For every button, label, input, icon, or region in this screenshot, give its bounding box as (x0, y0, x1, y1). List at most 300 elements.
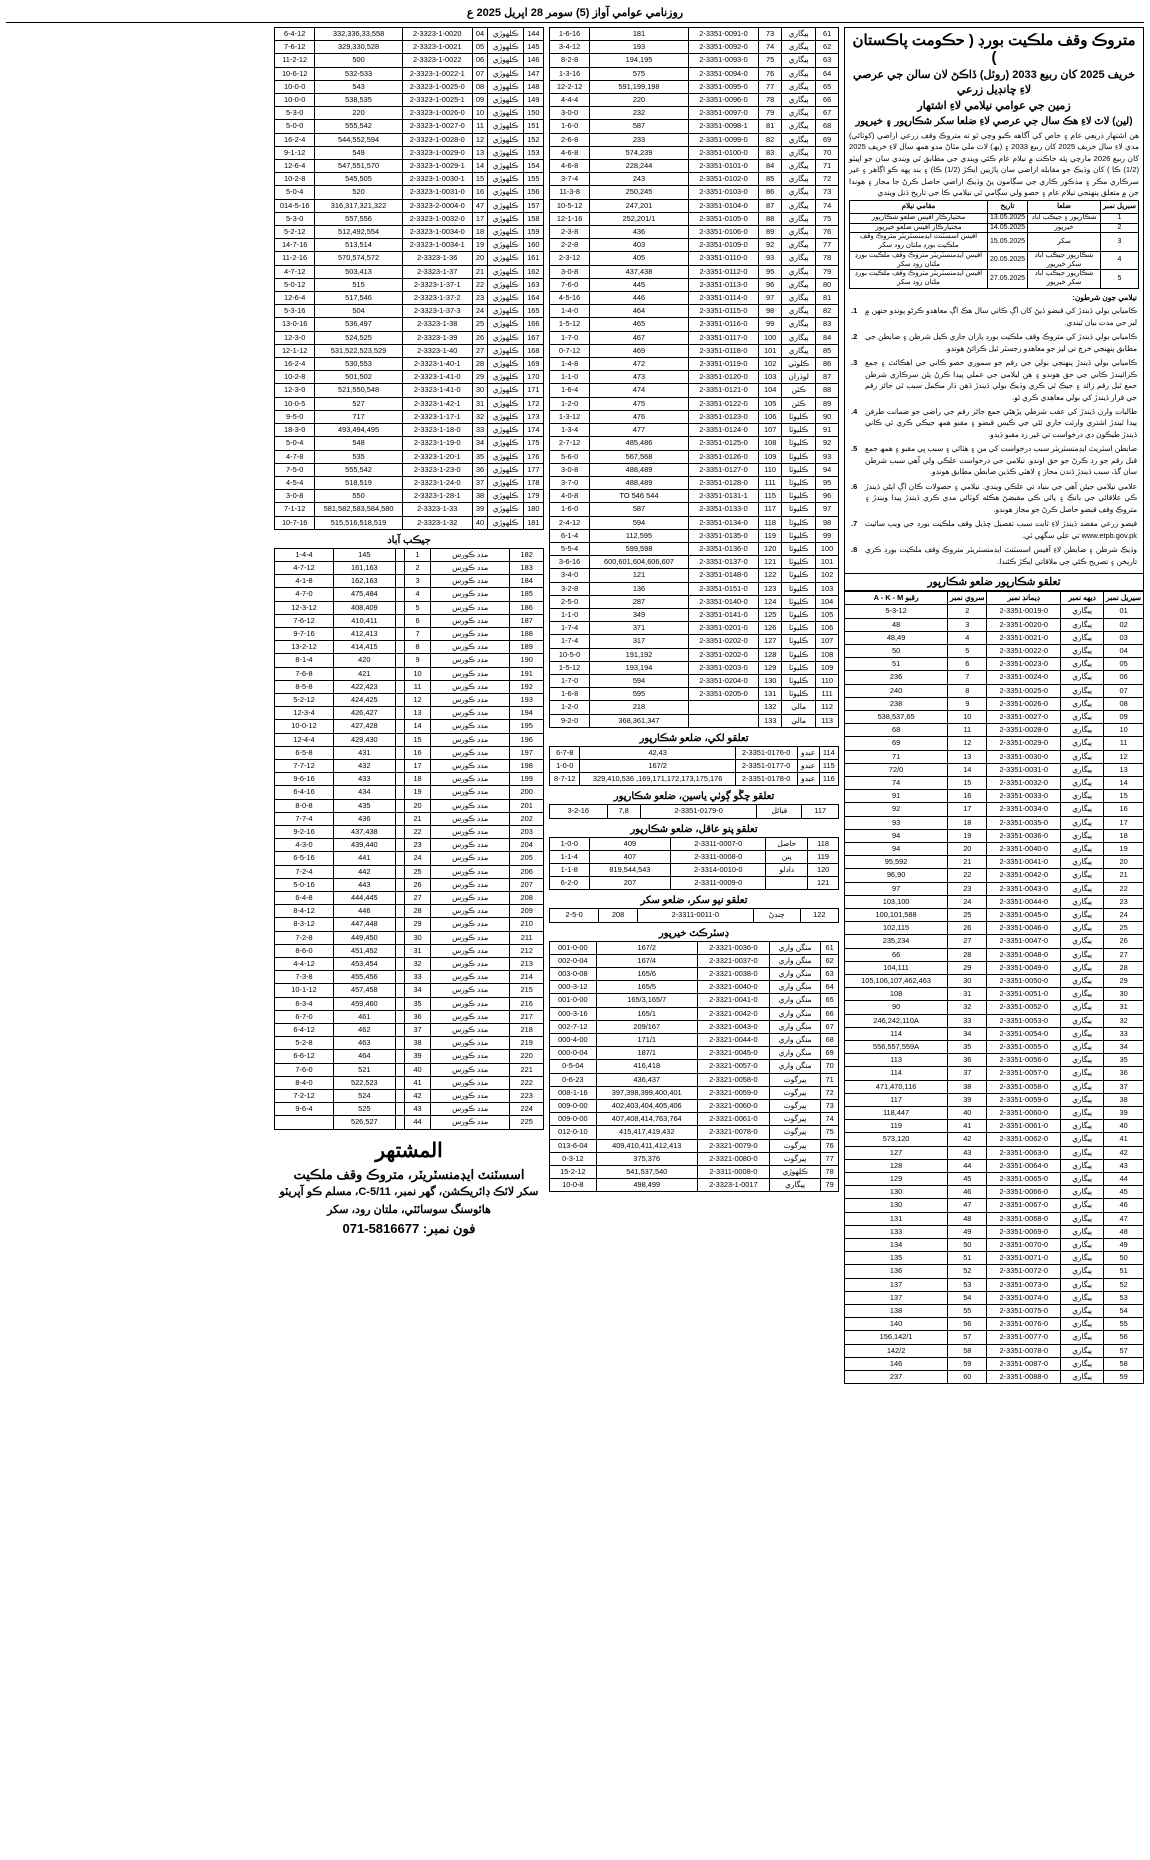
cell-area: 1-3-16 (550, 67, 590, 80)
cell-serial: 83 (816, 318, 839, 331)
cell-demand: 2-3323-1-41-0 (402, 371, 472, 384)
table-row (275, 1090, 544, 1103)
cell-number: 33 (472, 424, 487, 437)
cell-area: 10-1-12 (275, 984, 334, 997)
cell-survey-no: 105 (759, 397, 782, 410)
cell-survey: 535 (315, 450, 402, 463)
cell-demand: 2-3351-0046-0 (987, 922, 1061, 935)
cell-serial: 223 (510, 1090, 544, 1103)
cell-deh: پيگاري (1061, 1371, 1104, 1384)
cell-area: 7-2-4 (275, 865, 334, 878)
table-row (275, 292, 544, 305)
cell-area: 4-1-8 (275, 575, 334, 588)
cell-demand: 2-3351-0054-0 (987, 1027, 1061, 1040)
cell-area: 1-7-4 (550, 635, 590, 648)
cell-demand: 2-3351-0025-0 (987, 684, 1061, 697)
table-row (550, 850, 839, 863)
cell-area: 4-7-12 (275, 265, 315, 278)
cell-deh: ڪلهوڙي (488, 120, 524, 133)
cell-serial: 67 (816, 107, 839, 120)
table-row (275, 490, 544, 503)
cell-serial: 102 (816, 569, 839, 582)
cell-serial: 75 (816, 212, 839, 225)
cell-demand: 2-3351-0202-0 (688, 635, 758, 648)
cell-deh: مدد ڪورس (430, 680, 509, 693)
cell-survey: 250,245 (590, 186, 689, 199)
cell-serial: 64 (821, 981, 839, 994)
cell-area: 114 (845, 1067, 948, 1080)
table-row (845, 882, 1144, 895)
cell-survey: 436 (334, 812, 395, 825)
cell-number: 25 (472, 318, 487, 331)
cell-area: 6-4-8 (275, 892, 334, 905)
cell-number: 43 (405, 1103, 431, 1116)
cell-demand: 2-3351-0049-0 (987, 961, 1061, 974)
cell-survey-no: 133 (759, 714, 782, 727)
cell-number: 05 (472, 41, 487, 54)
cell-serial: 120 (808, 863, 839, 876)
cell-deh: ڪليوٽا (782, 582, 816, 595)
cell-survey: 544,552,594 (315, 133, 402, 146)
cell-serial: 222 (510, 1076, 544, 1089)
cell-deh: ڪلهوڙي (488, 397, 524, 410)
cell-survey: 42,43 (580, 746, 735, 759)
cell-demand: 2-3351-0125-0 (688, 437, 758, 450)
cell-serial: 73 (821, 1100, 839, 1113)
cell-number: 07 (472, 67, 487, 80)
cell-area: 12-1-16 (550, 212, 590, 225)
cell-number: 23 (405, 839, 431, 852)
cell-survey-no: 79 (759, 107, 782, 120)
cell-deh: پيگاري (1061, 1225, 1104, 1238)
term-item (851, 544, 1137, 567)
cell-deh: منگن واري (769, 968, 820, 981)
cell-area: 0-6-23 (550, 1073, 597, 1086)
table-row (845, 922, 1144, 935)
cell-demand: 2-3351-0128-0 (688, 476, 758, 489)
cell-deh: ڪلهوڙي (488, 160, 524, 173)
table-row (275, 503, 544, 516)
cell-survey: 570,574,572 (315, 252, 402, 265)
cell-serial: 64 (816, 67, 839, 80)
cell-serial: 144 (523, 28, 543, 41)
cell-deh: پيگاري (1061, 710, 1104, 723)
cell-deh: حاصل (766, 837, 808, 850)
cell-demand (395, 812, 405, 825)
cell-area: 137 (845, 1291, 948, 1304)
cell-number: 3 (405, 575, 431, 588)
table-row (845, 697, 1144, 710)
cell-deh: ڪلهوڙي (488, 252, 524, 265)
cell-serial: 180 (523, 503, 543, 516)
table-row (275, 384, 544, 397)
cell-deh: مدد ڪورس (430, 667, 509, 680)
cell-deh: ڪلهوڙي (488, 344, 524, 357)
cell-demand (395, 852, 405, 865)
cell-area: 5-6-0 (550, 450, 590, 463)
cell-survey: 436 (590, 226, 689, 239)
cell-deh: مدد ڪورس (430, 614, 509, 627)
cell-demand: 2-3351-0070-0 (987, 1239, 1061, 1252)
table-row (275, 226, 544, 239)
cell-demand: 2-3351-0179-0 (640, 805, 757, 818)
table-row (845, 816, 1144, 829)
cell-serial: 01 (1104, 605, 1144, 618)
cell-area: 6-6-12 (275, 1050, 334, 1063)
cell-deh: عبدو (797, 759, 819, 772)
cell-demand: 2-3351-0091-0 (688, 28, 758, 41)
table-row (845, 737, 1144, 750)
cell-survey: 10 (948, 710, 987, 723)
table-row (275, 305, 544, 318)
cell-serial: 45 (1104, 1186, 1144, 1199)
table-row (550, 410, 839, 423)
cell-area: 15-2-12 (550, 1166, 597, 1179)
cell-number: 04 (472, 28, 487, 41)
cell-area: 001-0-00 (550, 941, 597, 954)
cell-serial: 122 (800, 909, 838, 922)
cell-number: 28 (472, 358, 487, 371)
cell-serial: 224 (510, 1103, 544, 1116)
cell-survey-no: 108 (759, 437, 782, 450)
cell-serial: 109 (816, 661, 839, 674)
cell-survey: 567,568 (590, 450, 689, 463)
table-row (550, 1139, 839, 1152)
cell-area: 236 (845, 671, 948, 684)
cell-serial: 31 (1104, 1001, 1144, 1014)
cell-serial: 184 (510, 575, 544, 588)
table-row (550, 1020, 839, 1033)
cell-demand: 2-3351-0148-0 (688, 569, 758, 582)
cell-number: 6 (405, 614, 431, 627)
cell-demand: 2-3351-0040-0 (987, 842, 1061, 855)
cell-demand: 2-3323-1-0020 (402, 28, 472, 41)
cell-survey-no: 132 (759, 701, 782, 714)
cell-deh: ڪليوٽا (782, 542, 816, 555)
cell-survey: 16 (948, 790, 987, 803)
cell-demand: 2-3351-0099-0 (688, 133, 758, 146)
cell-demand: 2-3351-0094-0 (688, 67, 758, 80)
cell-survey: 461 (334, 1010, 395, 1023)
cell-serial: 56 (1104, 1331, 1144, 1344)
cell-survey: 441 (334, 852, 395, 865)
auction-schedule-body (850, 213, 1139, 288)
cell-serial: 92 (816, 437, 839, 450)
cell-area: 3-2-8 (550, 582, 590, 595)
table-row (550, 41, 839, 54)
cell-area: 013-6-04 (550, 1139, 597, 1152)
cell-demand: 2-3351-0063-0 (987, 1146, 1061, 1159)
cell-demand (395, 680, 405, 693)
cell-venue: آفيس اسسٽنٽ ايڊمنسٽريٽر متروڪ وقف ملڪيت بورڊ ملتان رود سکر (850, 233, 988, 252)
term-number: 1. (851, 306, 858, 316)
cell-deh: پيگاري (782, 331, 816, 344)
cell-survey: 52 (948, 1265, 987, 1278)
cell-area: 18-3-0 (275, 424, 315, 437)
cell-demand: 2-3351-0203-0 (688, 661, 758, 674)
cell-area: 0-3-12 (550, 1152, 597, 1165)
cell-area: 130 (845, 1186, 948, 1199)
cell-demand: 2-3351-0059-0 (987, 1093, 1061, 1106)
cell-serial: 194 (510, 707, 544, 720)
table-row (845, 961, 1144, 974)
cell-survey-no: 101 (759, 344, 782, 357)
cell-survey: 521 (334, 1063, 395, 1076)
cell-survey: 531,522,523,529 (315, 344, 402, 357)
cell-deh: مدد ڪورس (430, 1050, 509, 1063)
cell-area: 7-7-12 (275, 759, 334, 772)
cell-area: 137 (845, 1278, 948, 1291)
cell-district: خيرپور (1028, 223, 1101, 233)
cell-area: 71 (845, 750, 948, 763)
table-row (550, 542, 839, 555)
cell-survey: 443 (334, 878, 395, 891)
signature-block (274, 1138, 544, 1238)
cell-area: 1-1-0 (550, 371, 590, 384)
cell-demand (395, 601, 405, 614)
cell-number: 38 (405, 1037, 431, 1050)
table-row (550, 371, 839, 384)
table-row (550, 1166, 839, 1179)
cell-demand: 2-3351-0151-0 (688, 582, 758, 595)
cell-deh: پيگاري (782, 173, 816, 186)
cell-deh: پيگاري (1061, 790, 1104, 803)
notice-title: متروڪ وقف ملڪيت بورڊ ( حڪومت پاڪستان ) (852, 32, 1136, 66)
cell-survey: 19 (948, 829, 987, 842)
cell-demand: 2-3351-0121-0 (688, 384, 758, 397)
cell-serial: 63 (821, 968, 839, 981)
cell-serial: 43 (1104, 1159, 1144, 1172)
cell-number: 41 (405, 1076, 431, 1089)
cell-serial: 39 (1104, 1107, 1144, 1120)
cell-deh: پيگاري (1061, 869, 1104, 882)
table-row (550, 28, 839, 41)
cell-area: 14-7-16 (275, 239, 315, 252)
cell-number: 22 (405, 825, 431, 838)
cell-serial: 166 (523, 318, 543, 331)
cell-survey: 412,413 (334, 627, 395, 640)
cell-number: 20 (405, 799, 431, 812)
cell-serial: 186 (510, 601, 544, 614)
cell-survey: 429,430 (334, 733, 395, 746)
cell-survey: 35 (948, 1041, 987, 1054)
term-text: ڪاميابي بولي ڏيندڙ پنهنجي بولي جي رقم جو سموري حصو ڪاني جي اهڪائٽ ۽ جمع ڪرائيندڙ ڪاني جي حق هوندو ۽ ھن ليلامي جي عملي پيدا ڪرڻ پئن سرڪاري شرطن جمع ٿيل رقم زائد ۽ جيڪ ٿي ڪري وڌيڪ بولي ڏيندڙ ڏهن ڌار مڪمل سبب ٿي جائز رقم جي قرار ڏيندڙ کي بولي معاهدي ڪري ٿو. (865, 358, 1137, 402)
cell-demand (395, 720, 405, 733)
cell-demand (395, 1103, 405, 1116)
cell-deh: مدد ڪورس (430, 878, 509, 891)
table-row (275, 852, 544, 865)
cell-serial: 51 (1104, 1265, 1144, 1278)
cell-area: 8-5-8 (275, 680, 334, 693)
cell-survey-no: 77 (759, 80, 782, 93)
cell-area: 9-1-12 (275, 146, 315, 159)
cell-survey: 407 (589, 850, 671, 863)
cell-demand (395, 1010, 405, 1023)
cell-serial: 214 (510, 971, 544, 984)
cell-area: 5-3-0 (275, 107, 315, 120)
cell-serial: 72 (821, 1086, 839, 1099)
term-item (851, 331, 1137, 354)
cell-deh: پيگاري (782, 146, 816, 159)
cell-serial: 21 (1104, 869, 1144, 882)
cell-survey: 25 (948, 908, 987, 921)
table-row (275, 133, 544, 146)
cell-number: 31 (405, 944, 431, 957)
cell-demand: 2-3323-1-0034-0 (402, 226, 472, 239)
table-row (550, 54, 839, 67)
masthead-rule (6, 22, 1144, 23)
cell-survey: 9 (948, 697, 987, 710)
cell-demand: 2-3351-0092-0 (688, 41, 758, 54)
cell-deh: ڪلهوڙي (488, 437, 524, 450)
cell-serial: 110 (816, 674, 839, 687)
cell-survey: 515,516,518,519 (315, 516, 402, 529)
cell-demand: 2-3323-1-0031-0 (402, 186, 472, 199)
cell-survey: 447,448 (334, 918, 395, 931)
cell-deh: پيگاري (1061, 895, 1104, 908)
cell-deh: ڪلهوڙي (488, 503, 524, 516)
cell-survey: 521,550,548 (315, 384, 402, 397)
cell-survey: 581,582,583,584,580 (315, 503, 402, 516)
cell-deh: پيگاري (1061, 1120, 1104, 1133)
cell-number: 37 (405, 1024, 431, 1037)
cell-deh: پيرگوٺ (769, 1139, 820, 1152)
cell-area: 1-2-0 (550, 701, 590, 714)
cell-survey: 218 (590, 701, 689, 714)
cell-deh: ڪليوٽا (782, 556, 816, 569)
table-row (845, 856, 1144, 869)
cell-deh: پيگاري (782, 133, 816, 146)
cell-area: 142/2 (845, 1344, 948, 1357)
cell-serial: 169 (523, 358, 543, 371)
cell-number: 26 (405, 878, 431, 891)
cell-demand: 2-3351-0095-0 (688, 80, 758, 93)
cell-survey: 416,418 (596, 1060, 697, 1073)
cell-survey: 467 (590, 331, 689, 344)
cell-area: 10-0-0 (275, 80, 315, 93)
table-row (550, 384, 839, 397)
cell-serial: 35 (1104, 1054, 1144, 1067)
cell-area: 6-4-12 (275, 1024, 334, 1037)
cell-survey: 24 (948, 895, 987, 908)
cell-survey: 51 (948, 1252, 987, 1265)
cell-deh: ڪليوٽا (782, 595, 816, 608)
cell-demand: 2-3321-0045-0 (697, 1047, 769, 1060)
cell-area: 4-6-8 (550, 146, 590, 159)
cell-area: 1-4-8 (550, 358, 590, 371)
cell-survey: 220 (590, 94, 689, 107)
cell-deh: مدد ڪورس (430, 1037, 509, 1050)
cell-deh: پيگاري (1061, 1331, 1104, 1344)
cell-deh: ڪليوٽا (782, 490, 816, 503)
cell-deh: پيگاري (1061, 922, 1104, 935)
cell-survey-no: 106 (759, 410, 782, 423)
cell-demand: 2-3351-0057-0 (987, 1067, 1061, 1080)
table-row (845, 1080, 1144, 1093)
cell-demand: 2-3351-0072-0 (987, 1265, 1061, 1278)
cell-demand: 2-3351-0020-0 (987, 618, 1061, 631)
cell-demand (395, 1037, 405, 1050)
cell-number: 13 (472, 146, 487, 159)
cell-deh: پيگاري (1061, 1278, 1104, 1291)
table-row (550, 358, 839, 371)
cell-deh: پيگاري (1061, 644, 1104, 657)
cell-serial: 07 (1104, 684, 1144, 697)
cell-survey: 453,454 (334, 958, 395, 971)
cell-area: 1-6-8 (550, 688, 590, 701)
cell-survey: 187/1 (596, 1047, 697, 1060)
cell-number: 32 (472, 410, 487, 423)
cell-date: 27.05.2025 (988, 270, 1028, 289)
table-row (550, 226, 839, 239)
cell-survey: 472 (590, 358, 689, 371)
cell-area: 000-3-16 (550, 1007, 597, 1020)
cell-number: 35 (405, 997, 431, 1010)
cell-survey: 549 (315, 146, 402, 159)
cell-survey-no: 104 (759, 384, 782, 397)
cell-deh: پيگاري (1061, 935, 1104, 948)
section-title-shikarpur: تعلقو شڪارپور ضلعو شڪارپور (844, 574, 1144, 591)
cell-demand: 2-3323-1-33 (402, 503, 472, 516)
section-title-pono: تعلقو پنو عاقل، ضلعو شڪارپور (630, 823, 758, 835)
cell-survey: 522,523 (334, 1076, 395, 1089)
cell-demand: 2-3351-0205-0 (688, 688, 758, 701)
cell-survey: 594 (590, 674, 689, 687)
cell-survey: 7 (948, 671, 987, 684)
cell-deh: پيگاري (782, 94, 816, 107)
cell-number: 13 (405, 707, 431, 720)
table-row (550, 212, 839, 225)
cell-number: 26 (472, 331, 487, 344)
cell-deh: دادلو (766, 863, 808, 876)
cell-serial: 80 (816, 278, 839, 291)
cell-serial: 66 (816, 94, 839, 107)
cell-survey: 476 (590, 410, 689, 423)
cell-deh: پيگاري (782, 67, 816, 80)
cell-number: 39 (472, 503, 487, 516)
cell-area: 9-2-16 (275, 825, 334, 838)
cell-demand: 2-3351-0176-0 (735, 746, 797, 759)
cell-serial: 14 (1104, 776, 1144, 789)
cell-deh: مدد ڪورس (430, 720, 509, 733)
cell-deh: پيگاري (1061, 1067, 1104, 1080)
cell-deh: منگن واري (769, 1020, 820, 1033)
column-left (274, 27, 544, 1237)
table-row (845, 1001, 1144, 1014)
cell-survey-no: 102 (759, 358, 782, 371)
cell-area: 12-2-12 (550, 80, 590, 93)
cell-survey: 4 (948, 631, 987, 644)
cell-serial: 78 (821, 1166, 839, 1179)
table-row (550, 773, 839, 786)
cell-area: 1-3-12 (550, 410, 590, 423)
table-row (550, 146, 839, 159)
cell-demand: 2-3323-1-0030-1 (402, 173, 472, 186)
cell-demand: 2-3323-1-0029-1 (402, 160, 472, 173)
cell-area: 2-7-12 (550, 437, 590, 450)
cell-survey: 194,195 (590, 54, 689, 67)
column-right (844, 27, 1144, 1384)
table-row (275, 812, 544, 825)
cell-deh: مدد ڪورس (430, 997, 509, 1010)
cell-demand: 2-3351-0024-0 (987, 671, 1061, 684)
cell-survey: 162,163 (334, 575, 395, 588)
term-text: ڪاميابي بولي ڏيندڙ کي متروڪ وقف ملڪيت بورڊ پاران جاري ڪيل شرطن ۽ ضابطن جي مطابق پنهنجي خرچ تي ليز جو معاهدو رجسٽر ٿيل ڪرائڻ هوندو. (865, 332, 1137, 353)
cell-area: 2-4-12 (550, 516, 590, 529)
cell-demand (395, 707, 405, 720)
cell-area: 4-7-8 (275, 450, 315, 463)
cell-survey: 594 (590, 516, 689, 529)
